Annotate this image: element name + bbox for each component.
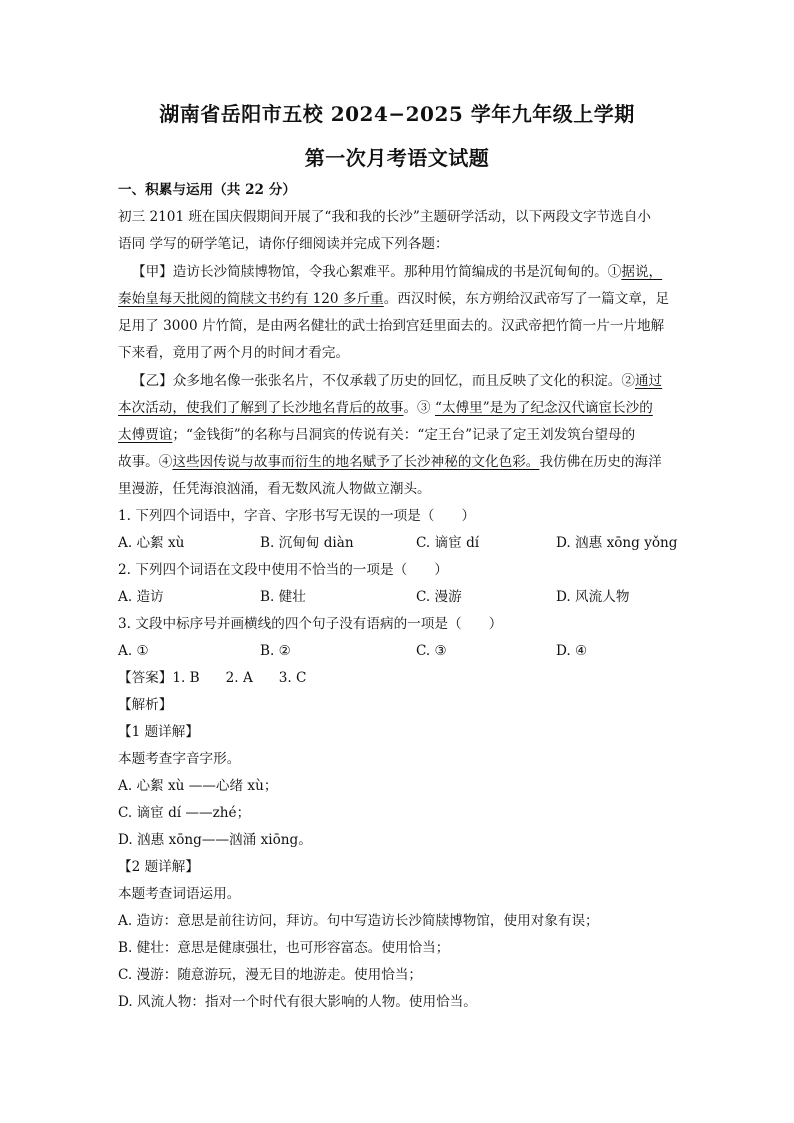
passage-yi-text: 【乙】众多地名像一张张名片，不仅承载了历史的回忆，而且反映了文化的积淀。② (132, 373, 635, 389)
question-2-option-b: B. 健壮 (260, 589, 306, 605)
passage-yi-text: 我仿佛在历史的海洋 (539, 454, 662, 470)
question-3-option-b: B. ② (260, 643, 291, 659)
question-3-option-c: C. ③ (416, 643, 447, 659)
q2-analysis-line-4: C. 漫游：随意游玩，漫无目的地游走。使用恰当； (118, 967, 423, 983)
analysis-heading: 【解析】 (118, 697, 173, 713)
question-3-option-d: D. ④ (556, 643, 588, 659)
passage-yi-line-5: 里漫游，任凭海浪汹涌，看无数风流人物做立潮头。 (118, 481, 431, 497)
underlined-sentence-3-cont: 太傅贾谊 (118, 427, 173, 443)
q2-analysis-line-3: B. 健壮：意思是健康强壮，也可形容富态。使用恰当； (118, 940, 450, 956)
passage-yi-text: 故事。④ (118, 454, 173, 470)
answer-label: 【答案】 (118, 670, 173, 686)
question-1-option-d: D. 汹惠 xōng yǒng (556, 535, 678, 551)
underlined-sentence-2: 通过 (634, 373, 663, 389)
intro-line-1: 初三 2101 班在国庆假期间开展了“我和我的长沙”主题研学活动，以下两段文字节选自小 (118, 209, 651, 225)
answer-2: 2. A (225, 670, 253, 686)
passage-jia-line-4: 下来看，竟用了两个月的时间才看完。 (118, 345, 350, 361)
question-1-option-b: B. 沉甸甸 diàn (260, 535, 354, 551)
underlined-sentence-4: 这些因传说与故事而衍生的地名赋予了长沙神秘的文化色彩。 (172, 454, 540, 470)
q2-analysis-heading: 【2 题详解】 (118, 859, 199, 875)
passage-jia-text: 【甲】造访长沙简牍博物馆，令我心絮难平。那种用竹简编成的书是沉甸甸的。① (132, 264, 622, 280)
passage-yi-line-4 (118, 452, 678, 472)
question-2-option-c: C. 漫游 (416, 589, 462, 605)
question-2-stem: 2. 下列四个词语在文段中使用不恰当的一项是（ ） (118, 562, 448, 578)
question-2-option-a: A. 造访 (118, 589, 164, 605)
q2-analysis-line-1: 本题考查词语运用。 (118, 886, 241, 902)
passage-jia-line-1 (132, 262, 692, 282)
q1-analysis-line-4: D. 汹惠 xōng——汹涌 xiōng。 (118, 832, 312, 848)
question-1-option-a: A. 心絮 xù (118, 535, 185, 551)
passage-jia-text: 。西汉时候，东方朔给汉武帝写了一篇文章，足 (383, 291, 670, 307)
question-1-option-c: C. 谪宦 dí (416, 535, 480, 551)
underlined-sentence-1-cont: 秦始皇每天批阅的简牍文书约有 120 多斤重 (118, 291, 384, 307)
passage-yi-line-2 (118, 398, 678, 418)
question-1-stem: 1. 下列四个词语中，字音、字形书写无误的一项是（ ） (118, 508, 476, 524)
q1-analysis-heading: 【1 题详解】 (118, 724, 199, 740)
q2-analysis-line-2: A. 造访：意思是前往访问，拜访。句中写造访长沙简牍博物馆，使用对象有误； (118, 913, 599, 929)
underlined-sentence-2-cont: 本次活动，使我们了解到了长沙地名背后的故事 (118, 400, 404, 416)
q1-analysis-line-2: A. 心絮 xù ——心绪 xù； (118, 778, 278, 794)
underlined-sentence-1: 据说， (621, 264, 663, 280)
question-2-option-d: D. 风流人物 (556, 589, 630, 605)
passage-jia-line-2 (118, 289, 678, 309)
answer-3: 3. C (278, 670, 307, 686)
passage-yi-line-1 (132, 371, 692, 391)
passage-yi-text: ；“金钱街”的名称与吕洞宾的传说有关：“定王台”记录了定王刘发筑台望母的 (172, 427, 636, 443)
question-3-stem: 3. 文段中标序号并画横线的四个句子没有语病的一项是（ ） (118, 616, 503, 632)
passage-jia-line-3: 足用了 3000 片竹简，是由两名健壮的武士抬到宫廷里面去的。汉武帝把竹简一片一片地解 (118, 318, 665, 334)
document-title-line2: 第一次月考语文试题 (304, 146, 490, 170)
document-title-line1: 湖南省岳阳市五校 2024−2025 学年九年级上学期 (159, 102, 635, 126)
passage-yi-line-3 (118, 425, 678, 445)
question-3-option-a: A. ① (118, 643, 149, 659)
q1-analysis-line-1: 本题考查字音字形。 (118, 751, 241, 767)
passage-yi-text: 。③ (403, 400, 435, 416)
intro-line-2: 语同 学写的研学笔记，请你仔细阅读并完成下列各题： (118, 236, 449, 252)
underlined-sentence-3: “太傅里”是为了纪念汉代谪宦长沙的 (434, 400, 653, 416)
q2-analysis-line-5: D. 风流人物：指对一个时代有很大影响的人物。使用恰当。 (118, 994, 477, 1010)
answer-line (118, 668, 678, 688)
section-heading: 一、积累与运用（共 22 分） (118, 182, 296, 198)
q1-analysis-line-3: C. 谪宦 dí ——zhé； (118, 805, 251, 821)
answer-1: 1. B (172, 670, 200, 686)
